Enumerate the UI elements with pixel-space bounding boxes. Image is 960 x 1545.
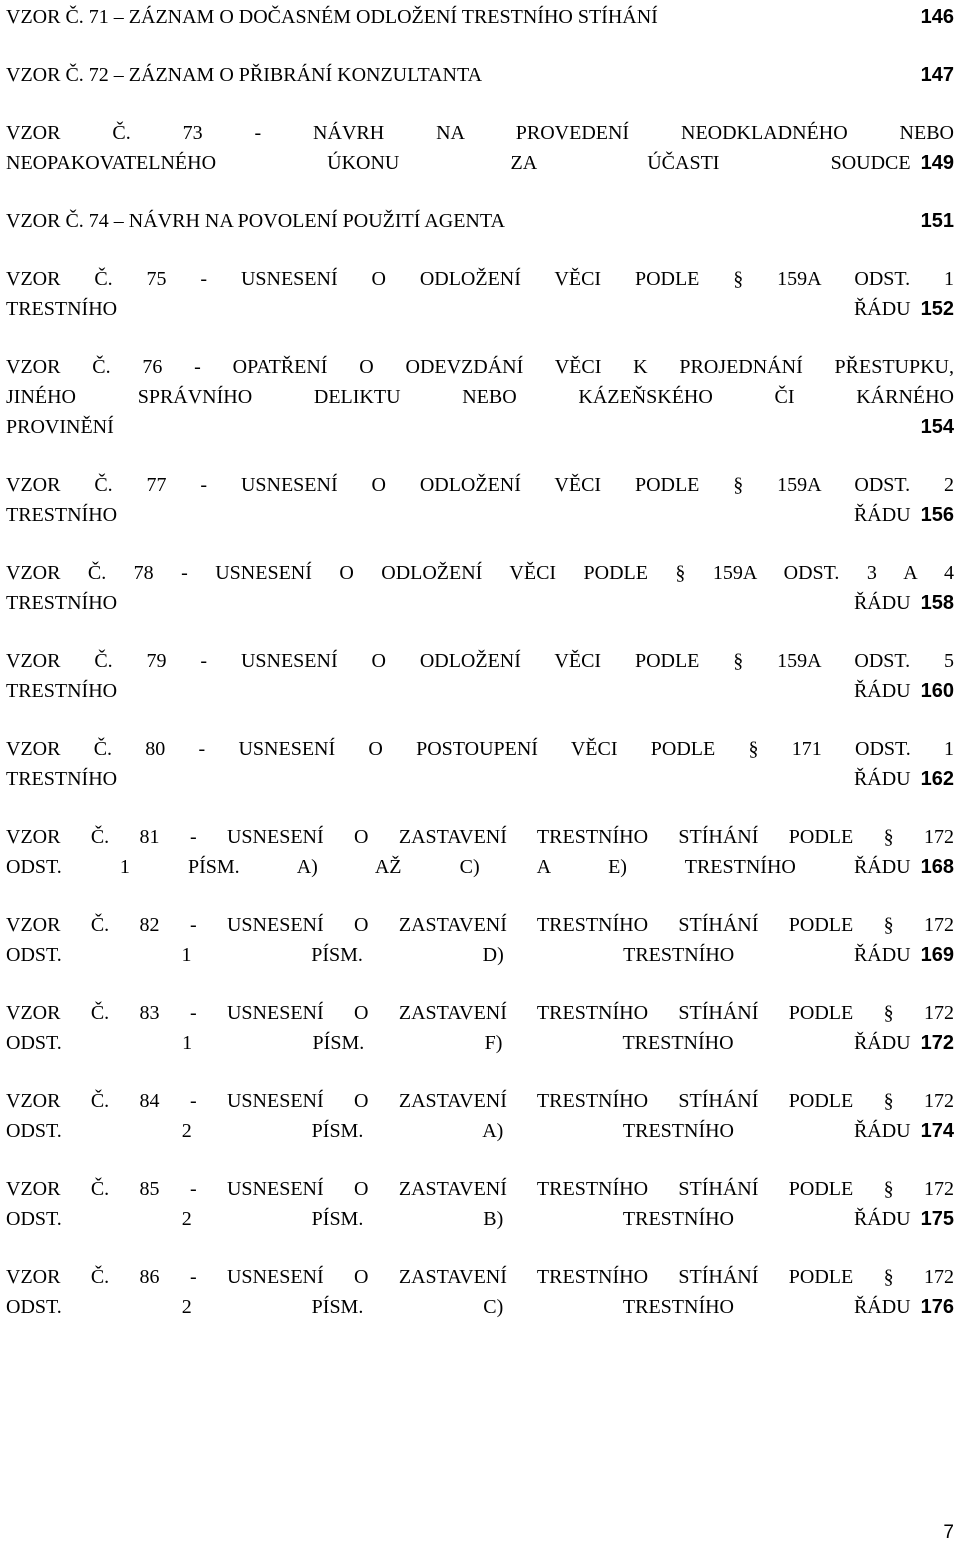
toc-entry-title: VZOR Č. 78 - USNESENÍ O ODLOŽENÍ VĚCI PODLE § 159A ODST. 3 A 4 [6,562,954,584]
table-of-contents [6,2,954,1350]
toc-entry-line [6,2,954,32]
toc-entry[interactable] [6,998,954,1058]
toc-entry-title: VZOR Č. 86 - USNESENÍ O ZASTAVENÍ TRESTNÍHO STÍHÁNÍ PODLE § 172 [6,1266,954,1288]
toc-entry-line [6,588,954,618]
toc-entry-line [6,1028,954,1058]
toc-entry-title: ODST. 1 PÍSM. F) TRESTNÍHO ŘÁDU [6,1032,911,1054]
toc-entry[interactable] [6,118,954,178]
toc-entry-title: VZOR Č. 71 – ZÁZNAM O DOČASNÉM ODLOŽENÍ TRESTNÍHO STÍHÁNÍ [6,6,658,28]
toc-entry-title: ODST. 2 PÍSM. C) TRESTNÍHO ŘÁDU [6,1296,911,1318]
toc-entry[interactable] [6,60,954,90]
toc-entry-title: ODST. 1 PÍSM. D) TRESTNÍHO ŘÁDU [6,944,911,966]
toc-entry-title: VZOR Č. 85 - USNESENÍ O ZASTAVENÍ TRESTNÍHO STÍHÁNÍ PODLE § 172 [6,1178,954,1200]
toc-entry-line [6,852,954,882]
toc-entry[interactable] [6,734,954,794]
toc-entry-title: ODST. 2 PÍSM. B) TRESTNÍHO ŘÁDU [6,1208,911,1230]
toc-entry-page-number: 146 [920,6,954,28]
toc-entry[interactable] [6,470,954,530]
toc-entry[interactable] [6,910,954,970]
toc-entry-title: VZOR Č. 83 - USNESENÍ O ZASTAVENÍ TRESTNÍHO STÍHÁNÍ PODLE § 172 [6,1002,954,1024]
toc-entry[interactable] [6,646,954,706]
page-number: 7 [943,1522,954,1543]
toc-entry-title: VZOR Č. 77 - USNESENÍ O ODLOŽENÍ VĚCI PODLE § 159A ODST. 2 [6,474,954,496]
toc-entry-title: VZOR Č. 76 - OPATŘENÍ O ODEVZDÁNÍ VĚCI K PROJEDNÁNÍ PŘESTUPKU, [6,356,954,378]
toc-entry[interactable] [6,1262,954,1322]
toc-entry-title: NEOPAKOVATELNÉHO ÚKONU ZA ÚČASTI SOUDCE [6,152,911,174]
toc-entry-line [6,1292,954,1322]
toc-entry[interactable] [6,2,954,32]
toc-entry-title: VZOR Č. 73 - NÁVRH NA PROVEDENÍ NEODKLADNÉHO NEBO [6,122,954,144]
toc-entry-title: VZOR Č. 75 - USNESENÍ O ODLOŽENÍ VĚCI PODLE § 159A ODST. 1 [6,268,954,290]
toc-entry[interactable] [6,1174,954,1234]
toc-entry-line [6,148,954,178]
toc-entry-line [6,940,954,970]
toc-entry-title: TRESTNÍHO ŘÁDU [6,504,911,526]
toc-entry-page-number: 158 [920,592,954,614]
toc-entry-line [6,412,954,442]
toc-entry-title: TRESTNÍHO ŘÁDU [6,768,911,790]
toc-entry-line [6,676,954,706]
toc-entry-page-number: 174 [920,1120,954,1142]
toc-entry-title: VZOR Č. 81 - USNESENÍ O ZASTAVENÍ TRESTNÍHO STÍHÁNÍ PODLE § 172 [6,826,954,848]
toc-entry-page-number: 147 [920,64,954,86]
toc-entry-line [6,500,954,530]
toc-entry-page-number: 156 [920,504,954,526]
toc-entry-page-number: 160 [920,680,954,702]
toc-entry[interactable] [6,1086,954,1146]
toc-entry-title: ODST. 2 PÍSM. A) TRESTNÍHO ŘÁDU [6,1120,911,1142]
toc-entry-page-number: 154 [920,416,954,438]
toc-entry-title: VZOR Č. 72 – ZÁZNAM O PŘIBRÁNÍ KONZULTANTA [6,64,483,86]
toc-entry-page-number: 175 [920,1208,954,1230]
toc-entry[interactable] [6,558,954,618]
toc-entry-title: VZOR Č. 80 - USNESENÍ O POSTOUPENÍ VĚCI PODLE § 171 ODST. 1 [6,738,954,760]
toc-entry[interactable] [6,352,954,442]
toc-entry-line [6,60,954,90]
toc-entry-title: VZOR Č. 84 - USNESENÍ O ZASTAVENÍ TRESTNÍHO STÍHÁNÍ PODLE § 172 [6,1090,954,1112]
toc-entry-title: TRESTNÍHO ŘÁDU [6,298,911,320]
toc-entry-page-number: 151 [920,210,954,232]
toc-entry-title: ODST. 1 PÍSM. A) AŽ C) A E) TRESTNÍHO ŘÁDU [6,856,911,878]
toc-entry-line [6,294,954,324]
toc-entry-title: VZOR Č. 74 – NÁVRH NA POVOLENÍ POUŽITÍ AGENTA [6,210,505,232]
toc-entry-line [6,1204,954,1234]
toc-entry[interactable] [6,264,954,324]
toc-entry-page-number: 176 [920,1296,954,1318]
toc-entry-page-number: 168 [920,856,954,878]
toc-entry-page-number: 152 [920,298,954,320]
toc-entry-title: TRESTNÍHO ŘÁDU [6,680,911,702]
toc-entry-line [6,764,954,794]
toc-entry-page-number: 172 [920,1032,954,1054]
toc-entry-title: TRESTNÍHO ŘÁDU [6,592,911,614]
toc-entry-title: PROVINĚNÍ [6,416,114,438]
toc-entry-title: VZOR Č. 79 - USNESENÍ O ODLOŽENÍ VĚCI PODLE § 159A ODST. 5 [6,650,954,672]
toc-entry-title: JINÉHO SPRÁVNÍHO DELIKTU NEBO KÁZEŇSKÉHO ČI KÁRNÉHO [6,386,954,408]
toc-entry[interactable] [6,822,954,882]
toc-entry-title: VZOR Č. 82 - USNESENÍ O ZASTAVENÍ TRESTNÍHO STÍHÁNÍ PODLE § 172 [6,914,954,936]
toc-entry-line [6,1116,954,1146]
toc-entry-page-number: 169 [920,944,954,966]
toc-entry-page-number: 149 [920,152,954,174]
toc-entry-page-number: 162 [920,768,954,790]
toc-entry[interactable] [6,206,954,236]
toc-entry-line [6,206,954,236]
